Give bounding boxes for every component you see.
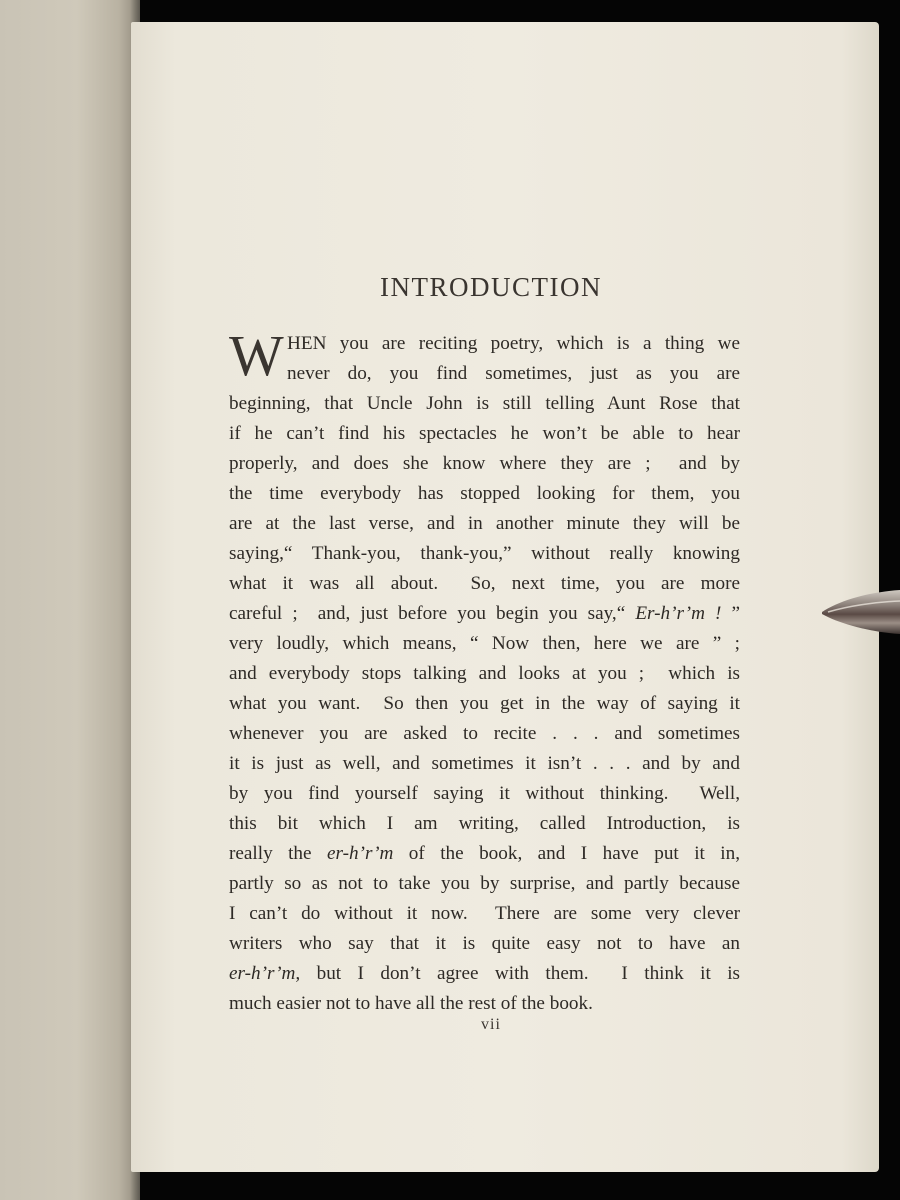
text-run: never do, you find sometimes, just as you are [287,363,740,384]
text-line [229,479,740,509]
text-line [229,899,740,929]
text-run: saying,“ Thank-you, thank-you,” without really knowing [229,543,740,564]
text-line [229,959,740,989]
text-line [229,989,740,1019]
text-run: I can’t do without it now. There are some very clever [229,903,740,924]
drop-cap: W [229,323,284,388]
text-run: are at the last verse, and in another minute they will be [229,513,740,534]
text-line [229,539,740,569]
text-line [229,869,740,899]
text-line [229,779,740,809]
text-run: partly so as not to take you by surprise, and partly because [229,873,740,894]
text-run: properly, and does she know where they are ; and by [229,453,740,474]
italic-run: er-h’r’m [326,843,394,864]
text-run: of the book, and I have put it in, [393,843,740,864]
page-number: vii [481,1016,501,1033]
text-run: and everybody stops talking and looks at you ; which is [229,663,740,684]
text-run: if he can’t find his spectacles he won’t be able to hear [229,423,740,444]
italic-run: er-h’r’m, [229,963,301,984]
text-line [229,689,740,719]
text-line [229,839,740,869]
text-line [229,569,740,599]
text-line [229,359,740,389]
text-line [229,599,740,629]
text-run: writers who say that it is quite easy not to have an [229,933,740,954]
text-line [229,659,740,689]
text-line [229,749,740,779]
text-run: what you want. So then you get in the way of saying it [229,693,740,714]
text-line [229,419,740,449]
text-line [229,509,740,539]
text-run: what it was all about. So, next time, you are more [229,573,740,594]
text-run: it is just as well, and sometimes it isn’t . . . and by and [229,753,740,774]
text-run: much easier not to have all the rest of the book. [229,993,593,1014]
text-line [229,449,740,479]
text-line [229,809,740,839]
text-run: careful ; and, just before you begin you say,“ [229,603,636,624]
text-run: really the [229,843,327,864]
text-run: but I don’t agree with them. I think it is [300,963,740,984]
body-text [229,329,740,1019]
text-run: beginning, that Uncle John is still telling Aunt Rose that [229,393,740,414]
text-run: whenever you are asked to recite . . . and sometimes [229,723,740,744]
text-run: the time everybody has stopped looking for them, you [229,483,740,504]
text-run: ” [731,603,740,624]
left-page [0,0,140,1200]
text-run: this bit which I am writing, called Introduction, is [229,813,740,834]
text-line [229,629,740,659]
text-line [229,389,740,419]
text-run: by you find yourself saying it without thinking. Well, [229,783,740,804]
text-line [229,719,740,749]
pointer-tip [820,588,900,638]
text-line [229,329,740,359]
text-run: very loudly, which means, “ Now then, here we are ” ; [229,633,740,654]
italic-run: Er-h’r’m ! [635,603,732,624]
page-title: INTRODUCTION [380,272,602,302]
text-run: HEN you are reciting poetry, which is a thing we [287,333,740,354]
text-line [229,929,740,959]
